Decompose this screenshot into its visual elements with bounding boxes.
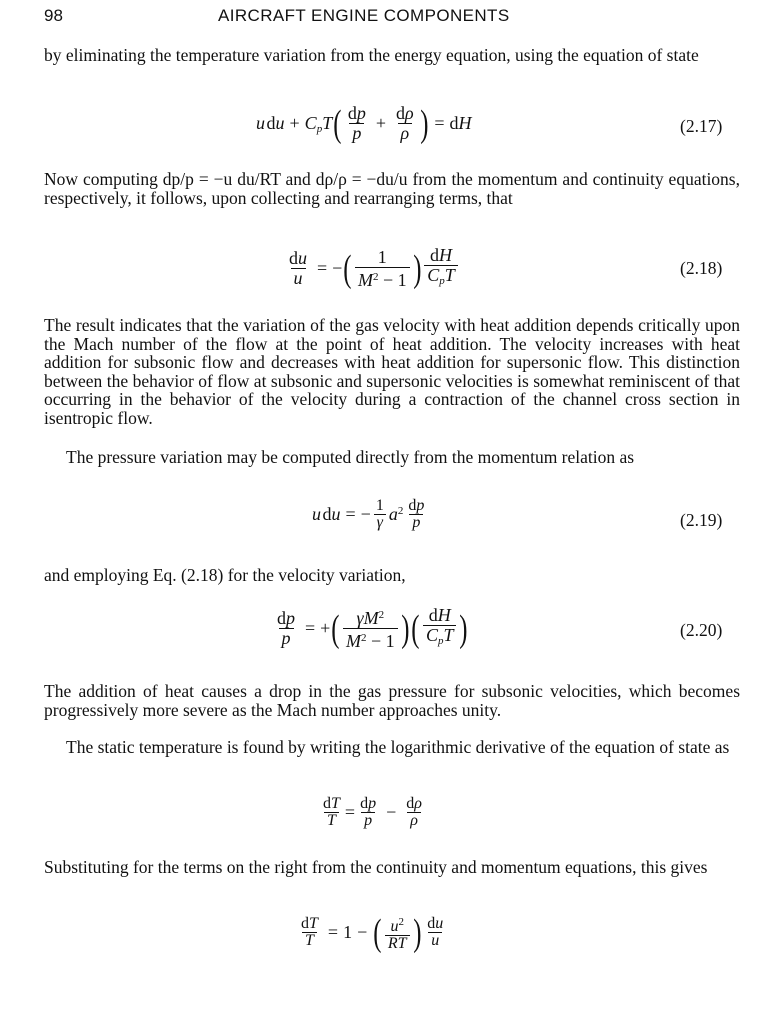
equation-body: $\frac{du}{u}$ = − ( $\frac{1}{M^2 - 1}$ ) $\frac{dH}{C_pT}$ bbox=[284, 246, 460, 291]
paragraph-3: The result indicates that the variation of the gas velocity with heat addition depends critically upon the Mach number of the flow at the point of heat addition. The velocity increases with heat addition for subsonic flow and decreases with heat addition for supersonic flow. This distinction between the behavior of flow at subsonic and supersonic velocities is somewhat reminiscent of that occurring in the behavior of the velocity during a contraction of the channel cross section in isentropic flow. bbox=[44, 315, 740, 428]
paragraph-2: Now computing dp/p = −u du/RT and dρ/ρ = −du/u from the momentum and continuity equations, respectively, it follows, upon collecting and rearranging terms, that bbox=[44, 169, 740, 208]
equation-body: u du = − $\frac{1}{\gamma}$ $a^2$ $\frac{dp}{p}$ bbox=[312, 497, 425, 531]
equation-body: $\frac{dT}{T}$ = $\frac{dp}{p}$ − $\frac{d\rho}{\rho}$ bbox=[323, 795, 422, 829]
paragraph-1: by eliminating the temperature variation from the energy equation, using the equation of state bbox=[44, 45, 699, 65]
page-number: 98 bbox=[44, 6, 63, 25]
equation-body: $\frac{dT}{T}$ = 1 − ( $\frac{u^2}{RT}$ ) $\frac{du}{u}$ bbox=[301, 911, 444, 954]
equation-number: (2.17) bbox=[680, 116, 723, 136]
running-title: AIRCRAFT ENGINE COMPONENTS bbox=[218, 6, 510, 25]
equation-body: $\frac{dp}{p}$ = + ( $\frac{\gamma M^2}{M^2 - 1}$ ) ( $\frac{dH}{C_pT}$ ) bbox=[277, 605, 468, 651]
equation-2-18 bbox=[0, 246, 768, 292]
running-header bbox=[44, 6, 740, 28]
equation-log-derivative bbox=[0, 792, 768, 836]
equation-body: u du + $C_pT$ ( $\frac{dp}{p}$ + $\frac{d\rho}{\rho}$ ) = dH bbox=[256, 102, 472, 145]
equation-number: (2.18) bbox=[680, 258, 723, 278]
paragraph-6: The addition of heat causes a drop in the gas pressure for subsonic velocities, which becomes progressively more severe as the Mach number approaches unity. bbox=[44, 681, 740, 720]
equation-temperature bbox=[0, 912, 768, 962]
paragraph-4: The pressure variation may be computed directly from the momentum relation as bbox=[66, 447, 635, 467]
equation-number: (2.20) bbox=[680, 620, 723, 640]
paragraph-8: Substituting for the terms on the right from the continuity and momentum equations, this gives bbox=[44, 857, 708, 877]
equation-2-20 bbox=[0, 606, 768, 656]
equation-number: (2.19) bbox=[680, 510, 723, 530]
paragraph-5: and employing Eq. (2.18) for the velocity variation, bbox=[44, 565, 406, 585]
paragraph-7: The static temperature is found by writing the logarithmic derivative of the equation of state as bbox=[66, 737, 730, 757]
equation-2-17 bbox=[0, 104, 768, 150]
equation-2-19 bbox=[0, 498, 768, 542]
